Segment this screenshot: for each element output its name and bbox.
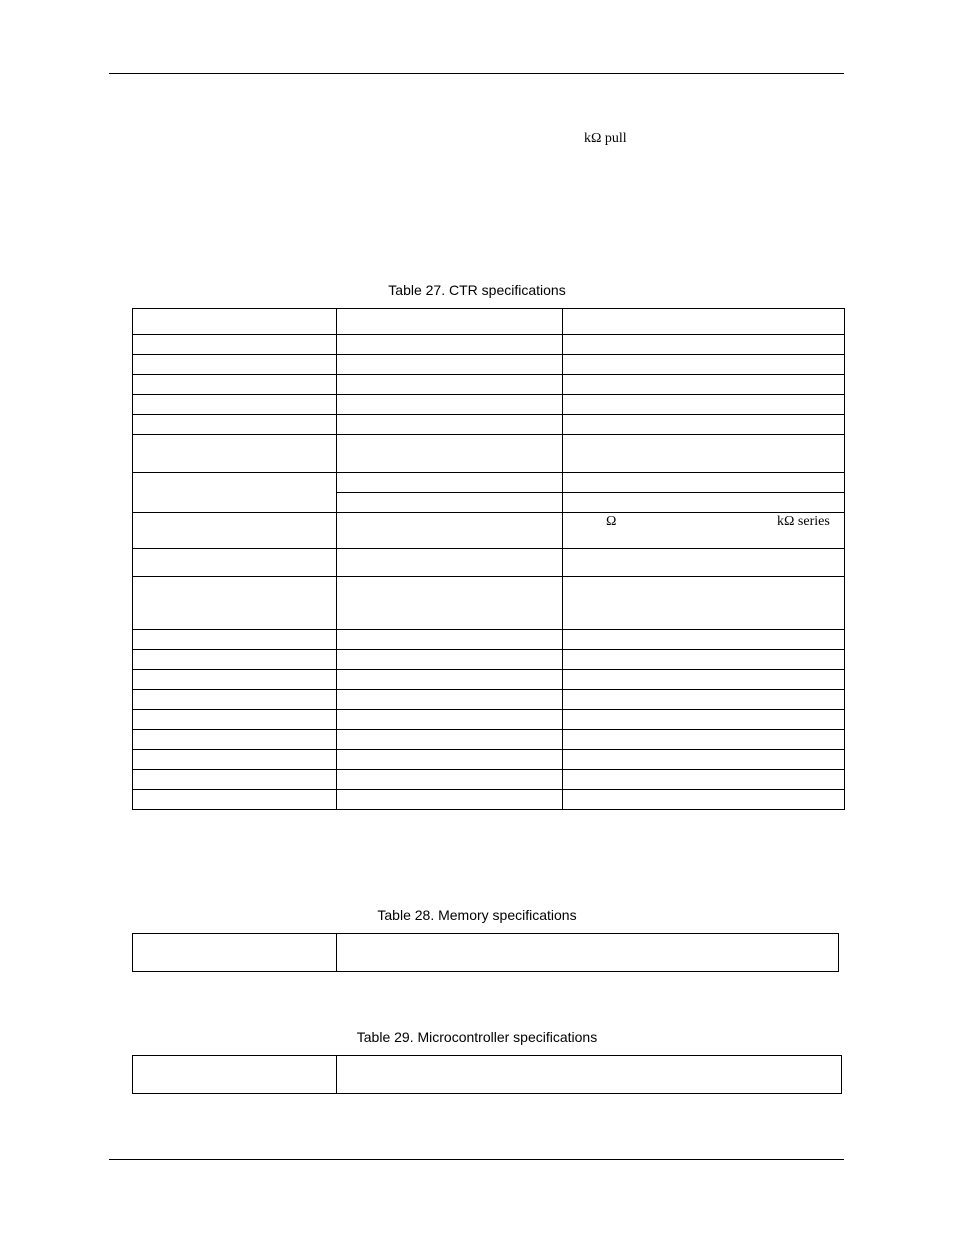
ctr-cell-omega-fragment: Ω [606,514,617,529]
ctr-table-frame [133,309,845,810]
memory-table-caption: Table 28. Memory specifications [377,907,577,923]
ctr-cell-series-fragment: kΩ series [777,514,830,529]
intro-text-fragment: kΩ pull [584,131,627,146]
microcontroller-table-frame [133,1056,842,1094]
microcontroller-table-caption: Table 29. Microcontroller specifications [356,1029,598,1045]
ctr-table-caption: Table 27. CTR specifications [388,282,566,298]
memory-table-frame [133,934,839,972]
